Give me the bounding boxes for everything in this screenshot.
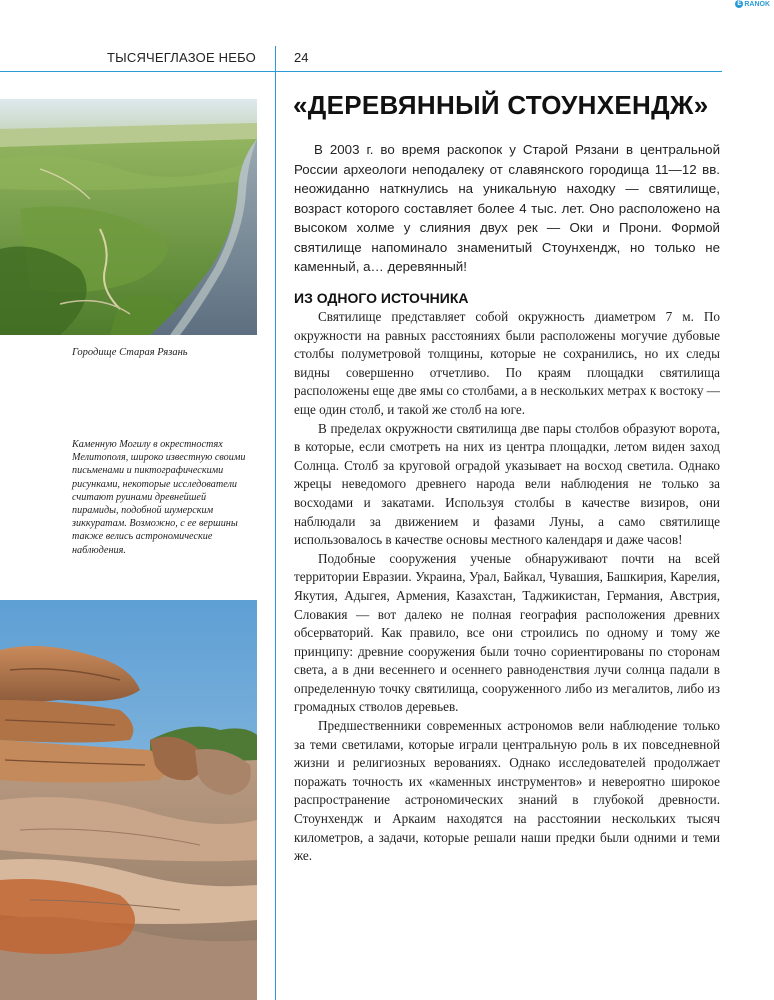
- photo-stone-grave-rocks: [0, 600, 257, 1000]
- article-title: «ДЕРЕВЯННЫЙ СТОУНХЕНДЖ»: [293, 90, 709, 120]
- section-heading: ИЗ ОДНОГО ИСТОЧНИКА: [294, 290, 469, 306]
- article-body: [294, 308, 720, 866]
- article-intro: В 2003 г. во время раскопок у Старой Рязани в центральной России археологи неподалеку от славянского городища 11—12 вв. неожиданно наткнулись на уникальную находку — святилище, возраст которого составляет более 4 тыс. лет. Оно расположено на высоком холме у слияния двух рек — Оки и Прони. Формой святилище напоминало знаменитый Стоунхендж, но только не каменный, а… деревянный!: [294, 142, 720, 274]
- logo-badge: E: [737, 1, 742, 7]
- column-divider: [275, 72, 276, 1000]
- photo-old-ryazan-aerial: [0, 99, 257, 335]
- header-divider: [275, 46, 276, 72]
- publisher-logo: [735, 0, 770, 8]
- body-paragraph: В пределах окружности святилища две пары столбов образуют ворота, в которые, если смотреть на них из центра площадки, летом виден заход Солнца. Столб за круговой оградой указывает на восход светила. Однако жрецы неведомого древнего народа вели наблюдения не только за восходами и закатами. Используя столбы в качестве визиров, они наблюдали за движением и фазами Луны, а само святилище использовалось в качестве основы местного календаря и даже часов!: [294, 420, 720, 548]
- body-paragraph: Предшественники современных астрономов вели наблюдение только за теми светилами, которые играли центральную роль в их повседневной жизни и религиозных верованиях. Однако исследователей продолжает поражать точность их «каменных инструментов» и невероятно широкое распространение астрономических знаний в глубокой древности. Стоунхендж и Аркаим находятся на расстоянии нескольких тысяч километров, а задачи, которые решали наши предки были одними и теми же.: [294, 718, 720, 864]
- page-number: 24: [294, 50, 309, 65]
- photo-caption: Городище Старая Рязань: [72, 347, 188, 358]
- header-rule: [0, 71, 722, 72]
- running-title: ТЫСЯЧЕГЛАЗОЕ НЕБО: [107, 50, 256, 65]
- publisher-name: RANOK: [744, 0, 770, 8]
- body-paragraph: Святилище представляет собой окружность диаметром 7 м. По окружности на равных расстояниях были расположены могучие дубовые столбы полуметровой толщины, которые не сохранились, но их следы видны совершенно отчетливо. По краям площадки святилища расположены еще две ямы со столбами, а в нескольких метрах к востоку — еще один столб, и такой же столб на юге.: [294, 309, 720, 417]
- sidebar-note: Каменную Могилу в окрестностях Мелитополя, широко известную своими письменами и пиктографическими рисунками, некоторые исследователи считают руинами древнейшей пирамиды, подобной шумерским зиккуратам. Возможно, с ее вершины также велись астрономические наблюдения.: [72, 439, 246, 556]
- body-paragraph: Подобные сооружения ученые обнаруживают почти на всей территории Евразии. Украина, Урал, Байкал, Чувашия, Башкирия, Карелия, Якутия, Адыгея, Армения, Казахстан, Таджикистан, Германия, Австрия, Словакия — вот далеко не полная география расположения древних обсерваторий. Как правило, все они строились по одному и тому же принципу: древние сооружения были точно сориентированы по сторонам света, а в дни весеннего и осеннего равноденствия лучи солнца падали в определенную точку святилища, сооруженного либо из мегалитов, либо из громадных стволов деревьев.: [294, 550, 720, 715]
